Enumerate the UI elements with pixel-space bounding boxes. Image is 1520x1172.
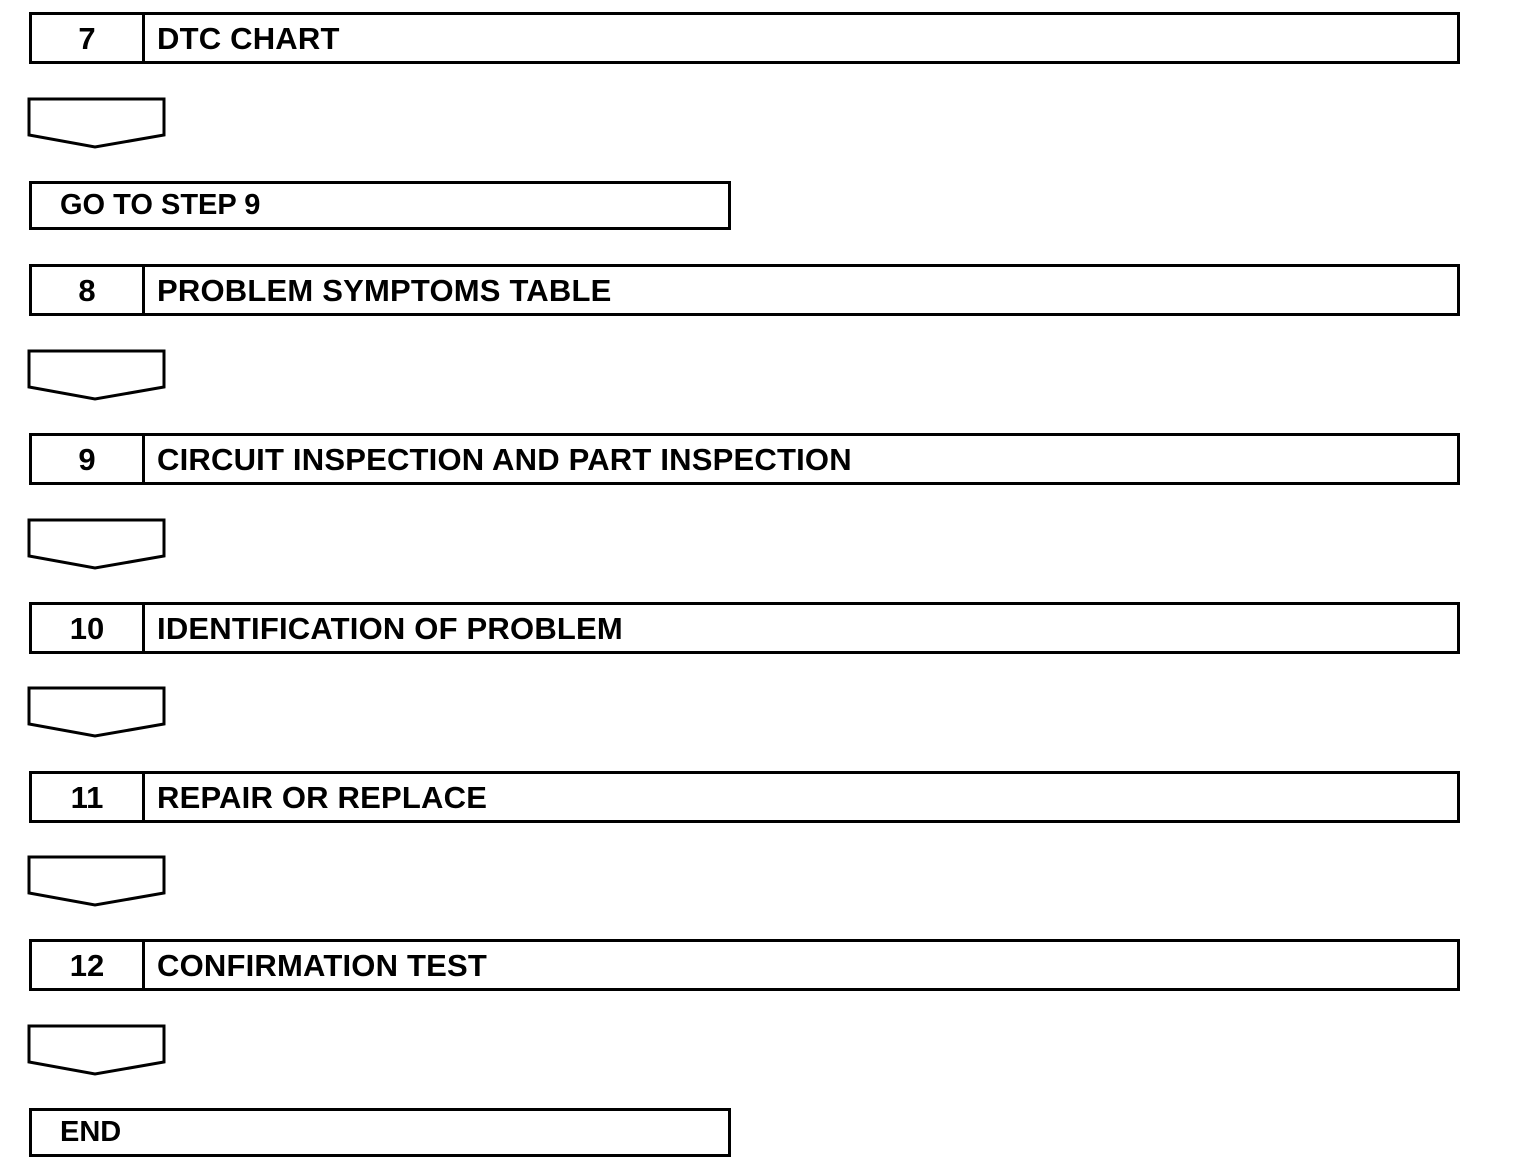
step-7-box xyxy=(29,12,1460,64)
step-label: CONFIRMATION TEST xyxy=(157,947,488,983)
step-label: PROBLEM SYMPTOMS TABLE xyxy=(157,272,612,308)
step-number: 8 xyxy=(32,267,145,313)
step-label: IDENTIFICATION OF PROBLEM xyxy=(157,610,623,646)
step-9-box xyxy=(29,433,1460,485)
step-label: CIRCUIT INSPECTION AND PART INSPECTION xyxy=(157,441,852,477)
step-number: 12 xyxy=(32,942,145,988)
step-12-box xyxy=(29,939,1460,991)
step-10-box xyxy=(29,602,1460,654)
step-11-box xyxy=(29,771,1460,823)
step-label: REPAIR OR REPLACE xyxy=(157,779,488,815)
end-box: END xyxy=(29,1108,731,1157)
down-arrow-icon xyxy=(27,518,167,570)
step-number: 10 xyxy=(32,605,145,651)
down-arrow-icon xyxy=(27,349,167,401)
step-label: DTC CHART xyxy=(157,20,340,56)
step-number: 11 xyxy=(32,774,145,820)
down-arrow-icon xyxy=(27,1024,167,1076)
down-arrow-icon xyxy=(27,855,167,907)
down-arrow-icon xyxy=(27,686,167,738)
goto-step-9-box: GO TO STEP 9 xyxy=(29,181,731,230)
step-number: 7 xyxy=(32,15,145,61)
step-number: 9 xyxy=(32,436,145,482)
step-8-box xyxy=(29,264,1460,316)
down-arrow-icon xyxy=(27,97,167,149)
